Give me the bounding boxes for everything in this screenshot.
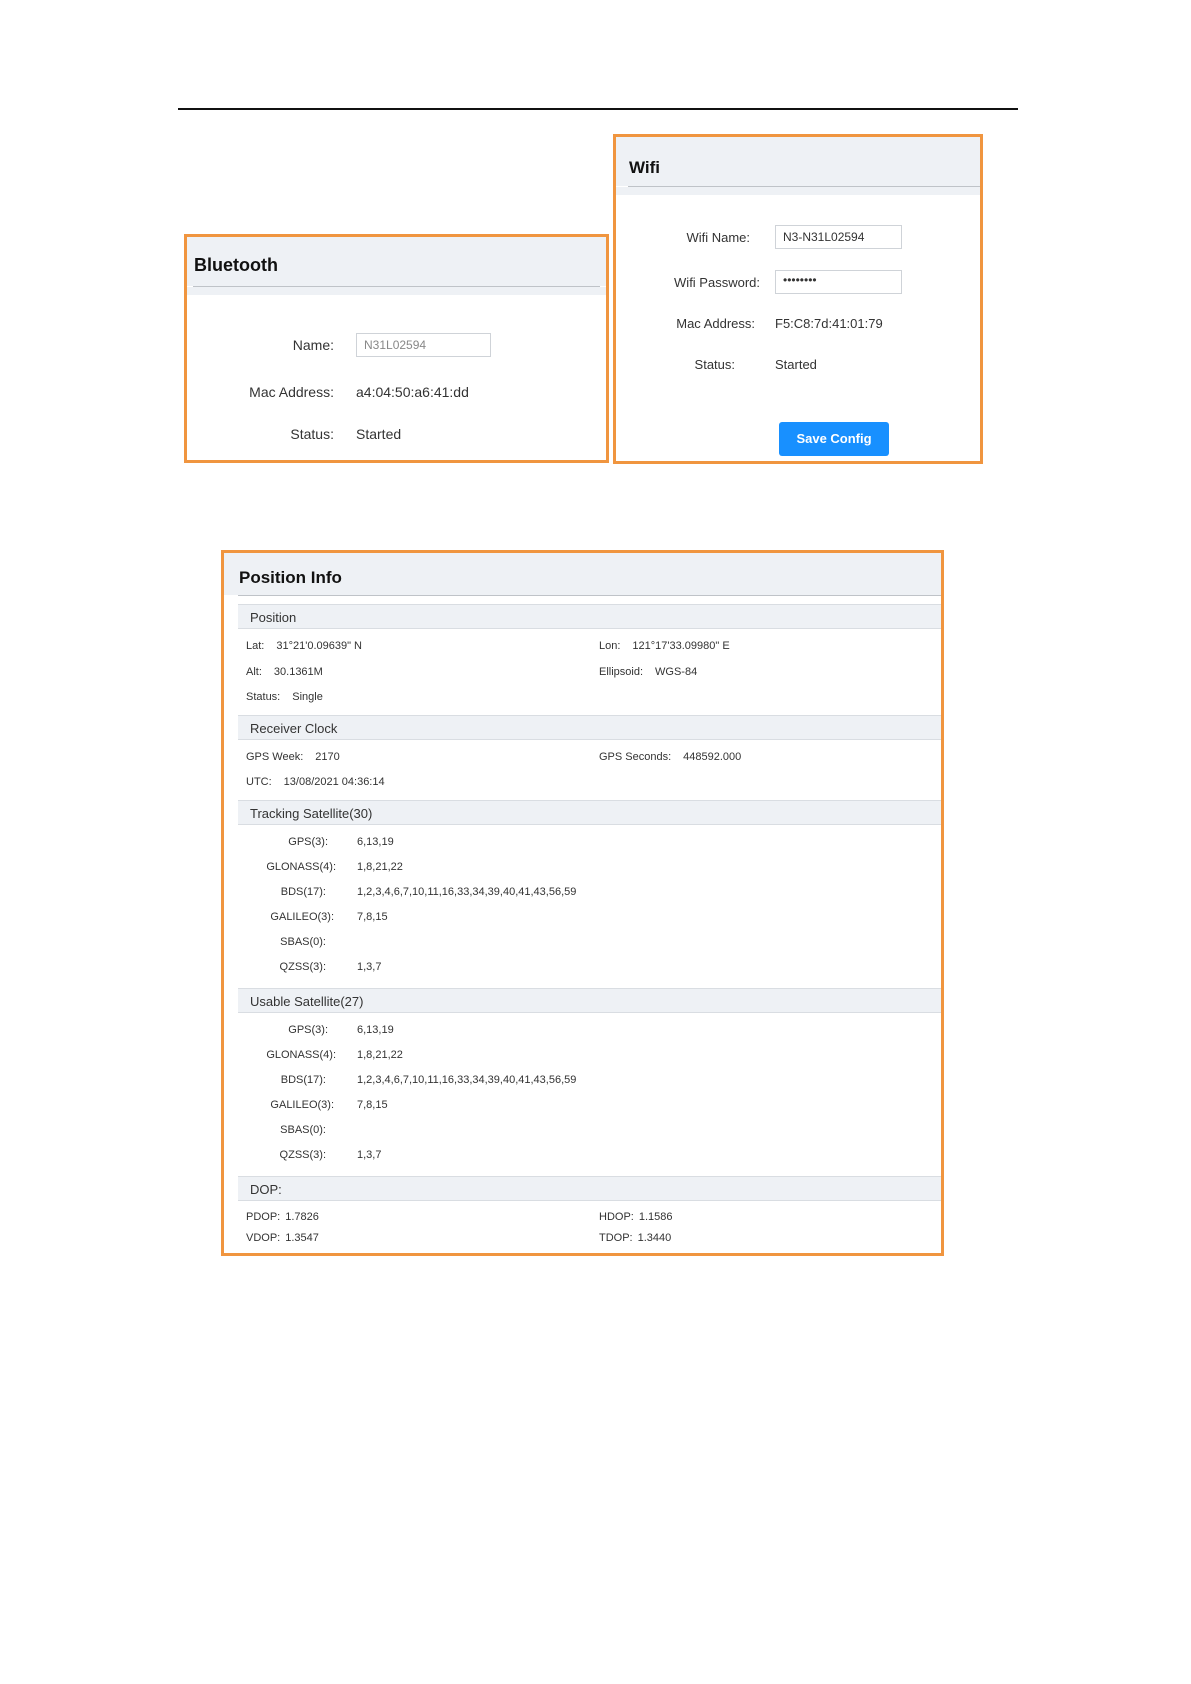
dop-section bbox=[238, 1201, 941, 1247]
bluetooth-name-row bbox=[193, 332, 606, 360]
alt-label: Alt: bbox=[246, 666, 262, 678]
wifi-name-input[interactable]: N3-N31L02594 bbox=[775, 225, 902, 249]
utc-value: 13/08/2021 04:36:14 bbox=[283, 776, 385, 788]
tracking-sbas-label: SBAS(0): bbox=[280, 936, 326, 948]
position-info-title: Position Info bbox=[224, 553, 941, 595]
save-config-button[interactable]: Save Config bbox=[779, 422, 889, 456]
bluetooth-status-label: Status: bbox=[290, 426, 334, 442]
tracking-gps-label: GPS(3): bbox=[288, 836, 328, 848]
gps-seconds-field bbox=[599, 751, 741, 763]
usable-galileo-value: 7,8,15 bbox=[357, 1099, 388, 1111]
gps-week-label: GPS Week: bbox=[246, 751, 304, 763]
utc-field bbox=[246, 776, 385, 788]
bluetooth-status-row bbox=[193, 421, 606, 449]
bluetooth-form bbox=[193, 295, 606, 458]
lon-field bbox=[599, 640, 730, 652]
usable-sbas-label: SBAS(0): bbox=[280, 1124, 326, 1136]
lat-label: Lat: bbox=[246, 640, 265, 652]
wifi-password-label: Wifi Password: bbox=[674, 275, 760, 290]
tracking-glonass-value: 1,8,21,22 bbox=[357, 861, 403, 873]
tracking-satellite-section bbox=[238, 825, 941, 988]
tracking-bds-label: BDS(17): bbox=[280, 886, 326, 898]
tracking-bds-value: 1,2,3,4,6,7,10,11,16,33,34,39,40,41,43,56,59 bbox=[357, 886, 577, 898]
pdop-value: 1.7826 bbox=[285, 1211, 319, 1223]
position-info-title-divider bbox=[238, 595, 941, 596]
tracking-gps-value: 6,13,19 bbox=[357, 836, 394, 848]
vdop-field bbox=[246, 1232, 319, 1244]
gps-seconds-value: 448592.000 bbox=[683, 751, 742, 763]
wifi-name-row bbox=[628, 225, 980, 253]
position-section bbox=[238, 629, 941, 715]
wifi-password-input[interactable]: •••••••• bbox=[775, 270, 902, 294]
bluetooth-status-value: Started bbox=[356, 426, 402, 442]
tracking-glonass-label: GLONASS(4): bbox=[266, 861, 336, 873]
usable-qzss-value: 1,3,7 bbox=[357, 1149, 382, 1161]
hdop-field bbox=[599, 1211, 673, 1223]
usable-galileo-label: GALILEO(3): bbox=[270, 1099, 334, 1111]
wifi-panel bbox=[613, 134, 983, 464]
wifi-status-row bbox=[628, 352, 980, 380]
vdop-label: VDOP: bbox=[246, 1232, 281, 1244]
bluetooth-name-label: Name: bbox=[292, 337, 334, 353]
utc-label: UTC: bbox=[246, 776, 272, 788]
wifi-status-value: Started bbox=[775, 357, 817, 372]
wifi-status-label: Status: bbox=[694, 357, 735, 372]
hdop-label: HDOP: bbox=[599, 1211, 634, 1223]
bluetooth-mac-row bbox=[193, 379, 606, 407]
vdop-value: 1.3547 bbox=[285, 1232, 319, 1244]
position-status-label: Status: bbox=[246, 691, 281, 703]
bluetooth-mac-label: Mac Address: bbox=[249, 384, 334, 400]
tdop-label: TDOP: bbox=[599, 1232, 633, 1244]
alt-field bbox=[246, 666, 323, 678]
ellipsoid-value: WGS-84 bbox=[655, 666, 698, 678]
bluetooth-mac-value: a4:04:50:a6:41:dd bbox=[356, 384, 469, 400]
position-info-panel bbox=[221, 550, 944, 1256]
ellipsoid-label: Ellipsoid: bbox=[599, 666, 644, 678]
tracking-satellite-header: Tracking Satellite(30) bbox=[238, 800, 941, 825]
usable-gps-value: 6,13,19 bbox=[357, 1024, 394, 1036]
usable-qzss-label: QZSS(3): bbox=[279, 1149, 326, 1161]
bluetooth-panel bbox=[184, 234, 609, 463]
pdop-field bbox=[246, 1211, 319, 1223]
pdop-label: PDOP: bbox=[246, 1211, 281, 1223]
receiver-clock-header: Receiver Clock bbox=[238, 715, 941, 740]
tdop-value: 1.3440 bbox=[637, 1232, 672, 1244]
gps-week-value: 2170 bbox=[315, 751, 340, 763]
alt-value: 30.1361M bbox=[273, 666, 323, 678]
tracking-qzss-value: 1,3,7 bbox=[357, 961, 382, 973]
receiver-clock-section bbox=[238, 740, 941, 800]
dop-header: DOP: bbox=[238, 1176, 941, 1201]
position-section-header: Position bbox=[238, 604, 941, 629]
lon-label: Lon: bbox=[599, 640, 621, 652]
page-top-rule bbox=[178, 108, 1018, 110]
wifi-title: Wifi bbox=[616, 137, 980, 186]
bluetooth-name-input[interactable]: N31L02594 bbox=[356, 333, 491, 357]
usable-bds-value: 1,2,3,4,6,7,10,11,16,33,34,39,40,41,43,56,59 bbox=[357, 1074, 577, 1086]
wifi-form bbox=[628, 195, 980, 457]
position-status-value: Single bbox=[292, 691, 323, 703]
wifi-mac-label: Mac Address: bbox=[676, 316, 755, 331]
tracking-galileo-label: GALILEO(3): bbox=[270, 911, 334, 923]
lat-field bbox=[246, 640, 362, 652]
lat-value: 31°21'0.09639" N bbox=[276, 640, 362, 652]
usable-bds-label: BDS(17): bbox=[280, 1074, 326, 1086]
usable-satellite-header: Usable Satellite(27) bbox=[238, 988, 941, 1013]
wifi-name-label: Wifi Name: bbox=[686, 230, 750, 245]
usable-glonass-label: GLONASS(4): bbox=[266, 1049, 336, 1061]
gps-seconds-label: GPS Seconds: bbox=[599, 751, 672, 763]
tracking-qzss-label: QZSS(3): bbox=[279, 961, 326, 973]
position-status-field bbox=[246, 691, 323, 703]
hdop-value: 1.1586 bbox=[638, 1211, 673, 1223]
tracking-galileo-value: 7,8,15 bbox=[357, 911, 388, 923]
usable-glonass-value: 1,8,21,22 bbox=[357, 1049, 403, 1061]
bluetooth-title: Bluetooth bbox=[187, 237, 606, 286]
gps-week-field bbox=[246, 751, 340, 763]
usable-satellite-section bbox=[238, 1013, 941, 1176]
wifi-password-row bbox=[628, 270, 980, 298]
tdop-field bbox=[599, 1232, 671, 1244]
ellipsoid-field bbox=[599, 666, 697, 678]
wifi-mac-row bbox=[628, 311, 980, 339]
wifi-mac-value: F5:C8:7d:41:01:79 bbox=[775, 316, 883, 331]
lon-value: 121°17'33.09980" E bbox=[632, 640, 730, 652]
usable-gps-label: GPS(3): bbox=[288, 1024, 328, 1036]
